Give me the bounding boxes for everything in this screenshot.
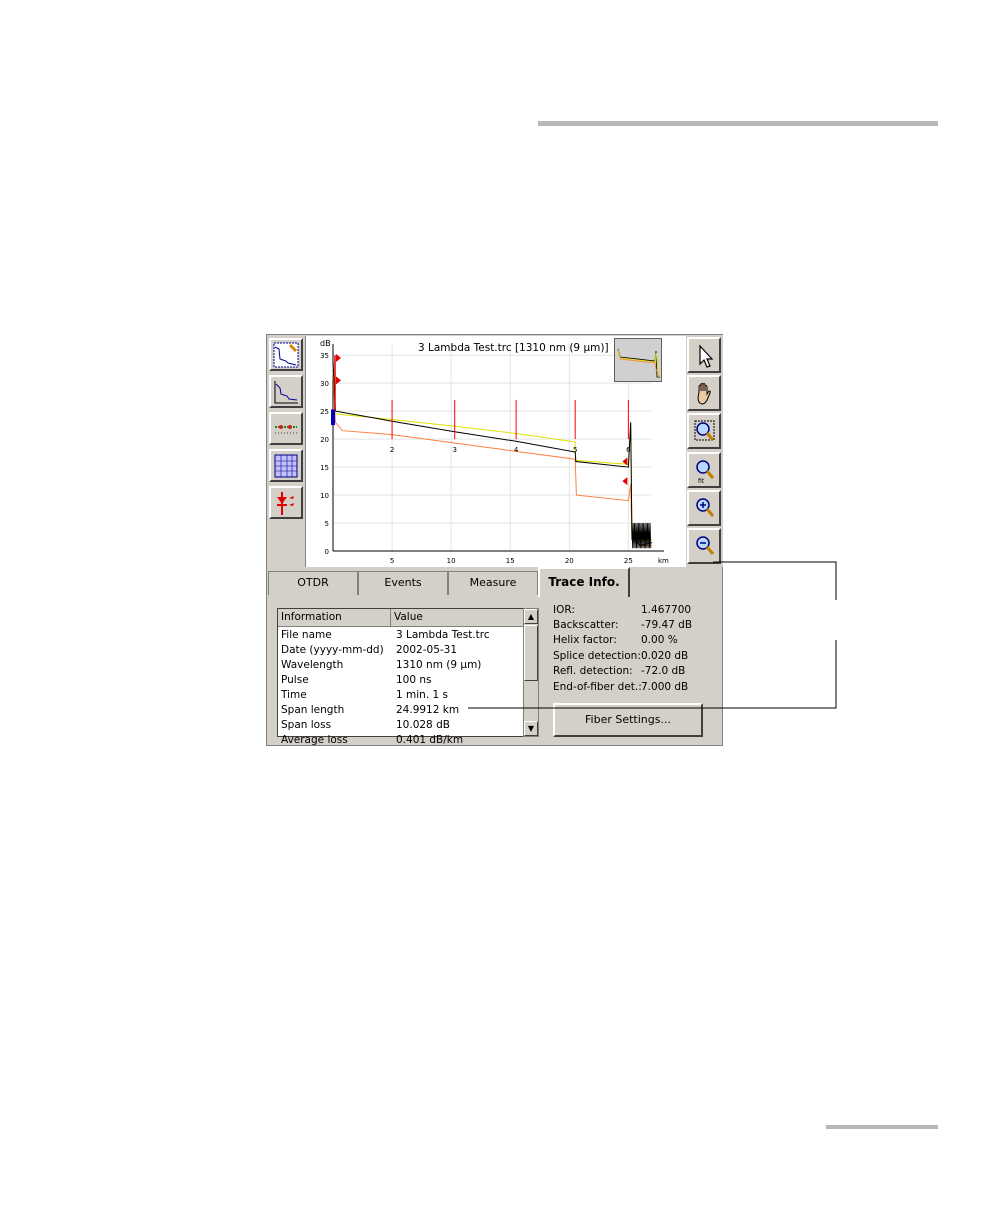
fiber-settings-panel — [553, 603, 723, 695]
fiber-key: Refl. detection: — [553, 665, 633, 677]
y-tick-label: 10 — [320, 492, 329, 501]
row-key: Wavelength — [281, 659, 344, 671]
row-value: 0.401 dB/km — [396, 734, 464, 746]
fiber-value: -79.47 dB — [641, 619, 693, 631]
table-header — [278, 609, 532, 627]
zoom-area-button[interactable] — [687, 413, 721, 449]
zoom-out-button[interactable] — [687, 528, 721, 564]
fiber-row-backscatter — [553, 618, 723, 633]
trace-info-table[interactable] — [277, 608, 533, 746]
y-tick-label: 30 — [320, 380, 329, 389]
row-key: Average loss — [281, 734, 348, 746]
event-label: 5 — [572, 445, 578, 454]
row-key: Date (yyyy-mm-dd) — [281, 644, 384, 656]
fiber-value: 0.020 dB — [641, 650, 689, 662]
table-row[interactable] — [278, 688, 518, 703]
row-key: Span length — [281, 704, 345, 716]
table-row[interactable] — [278, 703, 518, 718]
event-label: 3 — [452, 445, 457, 454]
tab-otdr[interactable]: OTDR — [268, 571, 358, 595]
tab-measure[interactable]: Measure — [448, 571, 538, 595]
row-key: Span loss — [281, 719, 332, 731]
table-row[interactable] — [278, 628, 518, 643]
event-label: 2 — [389, 445, 395, 454]
trace-series — [333, 366, 652, 539]
row-key: File name — [281, 629, 332, 641]
zoom-fit-button[interactable] — [687, 452, 721, 488]
table-button[interactable] — [269, 449, 303, 482]
row-value: 1310 nm (9 µm) — [396, 659, 482, 671]
fiber-row-eof — [553, 680, 723, 695]
x-tick-label: 5 — [389, 557, 395, 565]
x-tick-label: 10 — [446, 557, 456, 565]
tab-bar — [267, 567, 723, 597]
row-value: 3 Lambda Test.trc — [396, 629, 490, 641]
graph-button[interactable] — [269, 375, 303, 408]
x-tick-label: 15 — [505, 557, 515, 565]
fiber-row-ior — [553, 603, 723, 618]
tab-trace-info[interactable]: Trace Info. — [538, 567, 630, 597]
noise-tail — [632, 523, 651, 548]
launch-level-bar — [331, 409, 335, 425]
y-tick-label: 25 — [320, 408, 329, 417]
table-scrollbar[interactable] — [523, 608, 539, 737]
x-tick-label: 20 — [564, 557, 574, 565]
event-label: 4 — [513, 445, 519, 454]
y-tick-label: 15 — [320, 464, 329, 473]
table-row[interactable] — [278, 718, 518, 733]
trace-view-button[interactable] — [269, 338, 303, 371]
row-value: 100 ns — [396, 674, 432, 686]
laser-source-button[interactable] — [269, 486, 303, 519]
y-tick-label: 35 — [320, 352, 329, 361]
row-key: Time — [281, 689, 307, 701]
right-toolbar — [686, 335, 723, 567]
scroll-down-button[interactable]: ▼ — [524, 721, 538, 736]
fiber-key: Splice detection: — [553, 650, 641, 662]
fiber-value: 1.467700 — [641, 604, 692, 616]
fiber-key: Backscatter: — [553, 619, 619, 631]
column-header-value[interactable]: Value — [391, 609, 532, 627]
svg-text:fit: fit — [698, 478, 705, 485]
fiber-row-splice — [553, 649, 723, 664]
pan-tool-button[interactable] — [687, 375, 721, 411]
event-label: 6 — [626, 445, 631, 454]
fiber-value: 0.00 % — [641, 634, 678, 646]
row-value: 2002-05-31 — [396, 644, 458, 656]
fiber-row-helix — [553, 633, 723, 648]
pointer-tool-button[interactable] — [687, 337, 721, 373]
table-row[interactable] — [278, 733, 518, 748]
page-footer-rule — [826, 1125, 938, 1129]
row-value: 1 min. 1 s — [396, 689, 448, 701]
graph-title: 3 Lambda Test.trc [1310 nm (9 µm)] — [418, 342, 609, 354]
fiber-value: 7.000 dB — [641, 681, 689, 693]
y-tick-label: 0 — [324, 548, 329, 556]
scroll-up-button[interactable]: ▲ — [524, 609, 538, 624]
fiber-key: IOR: — [553, 604, 575, 616]
y-tick-label: 20 — [320, 436, 329, 445]
trace-series — [333, 361, 652, 546]
scroll-thumb[interactable] — [524, 625, 538, 681]
y-unit-label: dB — [320, 339, 331, 348]
table-row[interactable] — [278, 643, 518, 658]
overview-thumbnail[interactable] — [614, 338, 662, 382]
x-unit-label: km — [658, 557, 669, 565]
column-header-information[interactable]: Information — [278, 609, 391, 627]
otdr-app-window — [266, 334, 723, 746]
row-value: 10.028 dB — [396, 719, 450, 731]
tab-events[interactable]: Events — [358, 571, 448, 595]
left-toolbar — [267, 335, 304, 567]
fiber-key: Helix factor: — [553, 634, 617, 646]
fiber-key: End-of-fiber det.: — [553, 681, 642, 693]
row-value: 24.9912 km — [396, 704, 460, 716]
otdr-trace-graph[interactable] — [305, 336, 686, 567]
events-list-button[interactable] — [269, 412, 303, 445]
table-row[interactable] — [278, 673, 518, 688]
y-tick-label: 5 — [324, 520, 329, 529]
fiber-value: -72.0 dB — [641, 665, 686, 677]
row-key: Pulse — [281, 674, 309, 686]
fiber-settings-button[interactable]: Fiber Settings... — [553, 703, 703, 737]
end-marker-b — [622, 477, 627, 485]
trace-series — [333, 372, 652, 545]
zoom-in-button[interactable] — [687, 490, 721, 526]
fiber-row-refl — [553, 664, 723, 679]
page-header-rule — [538, 121, 938, 126]
table-row[interactable] — [278, 658, 518, 673]
x-tick-label: 25 — [623, 557, 633, 565]
